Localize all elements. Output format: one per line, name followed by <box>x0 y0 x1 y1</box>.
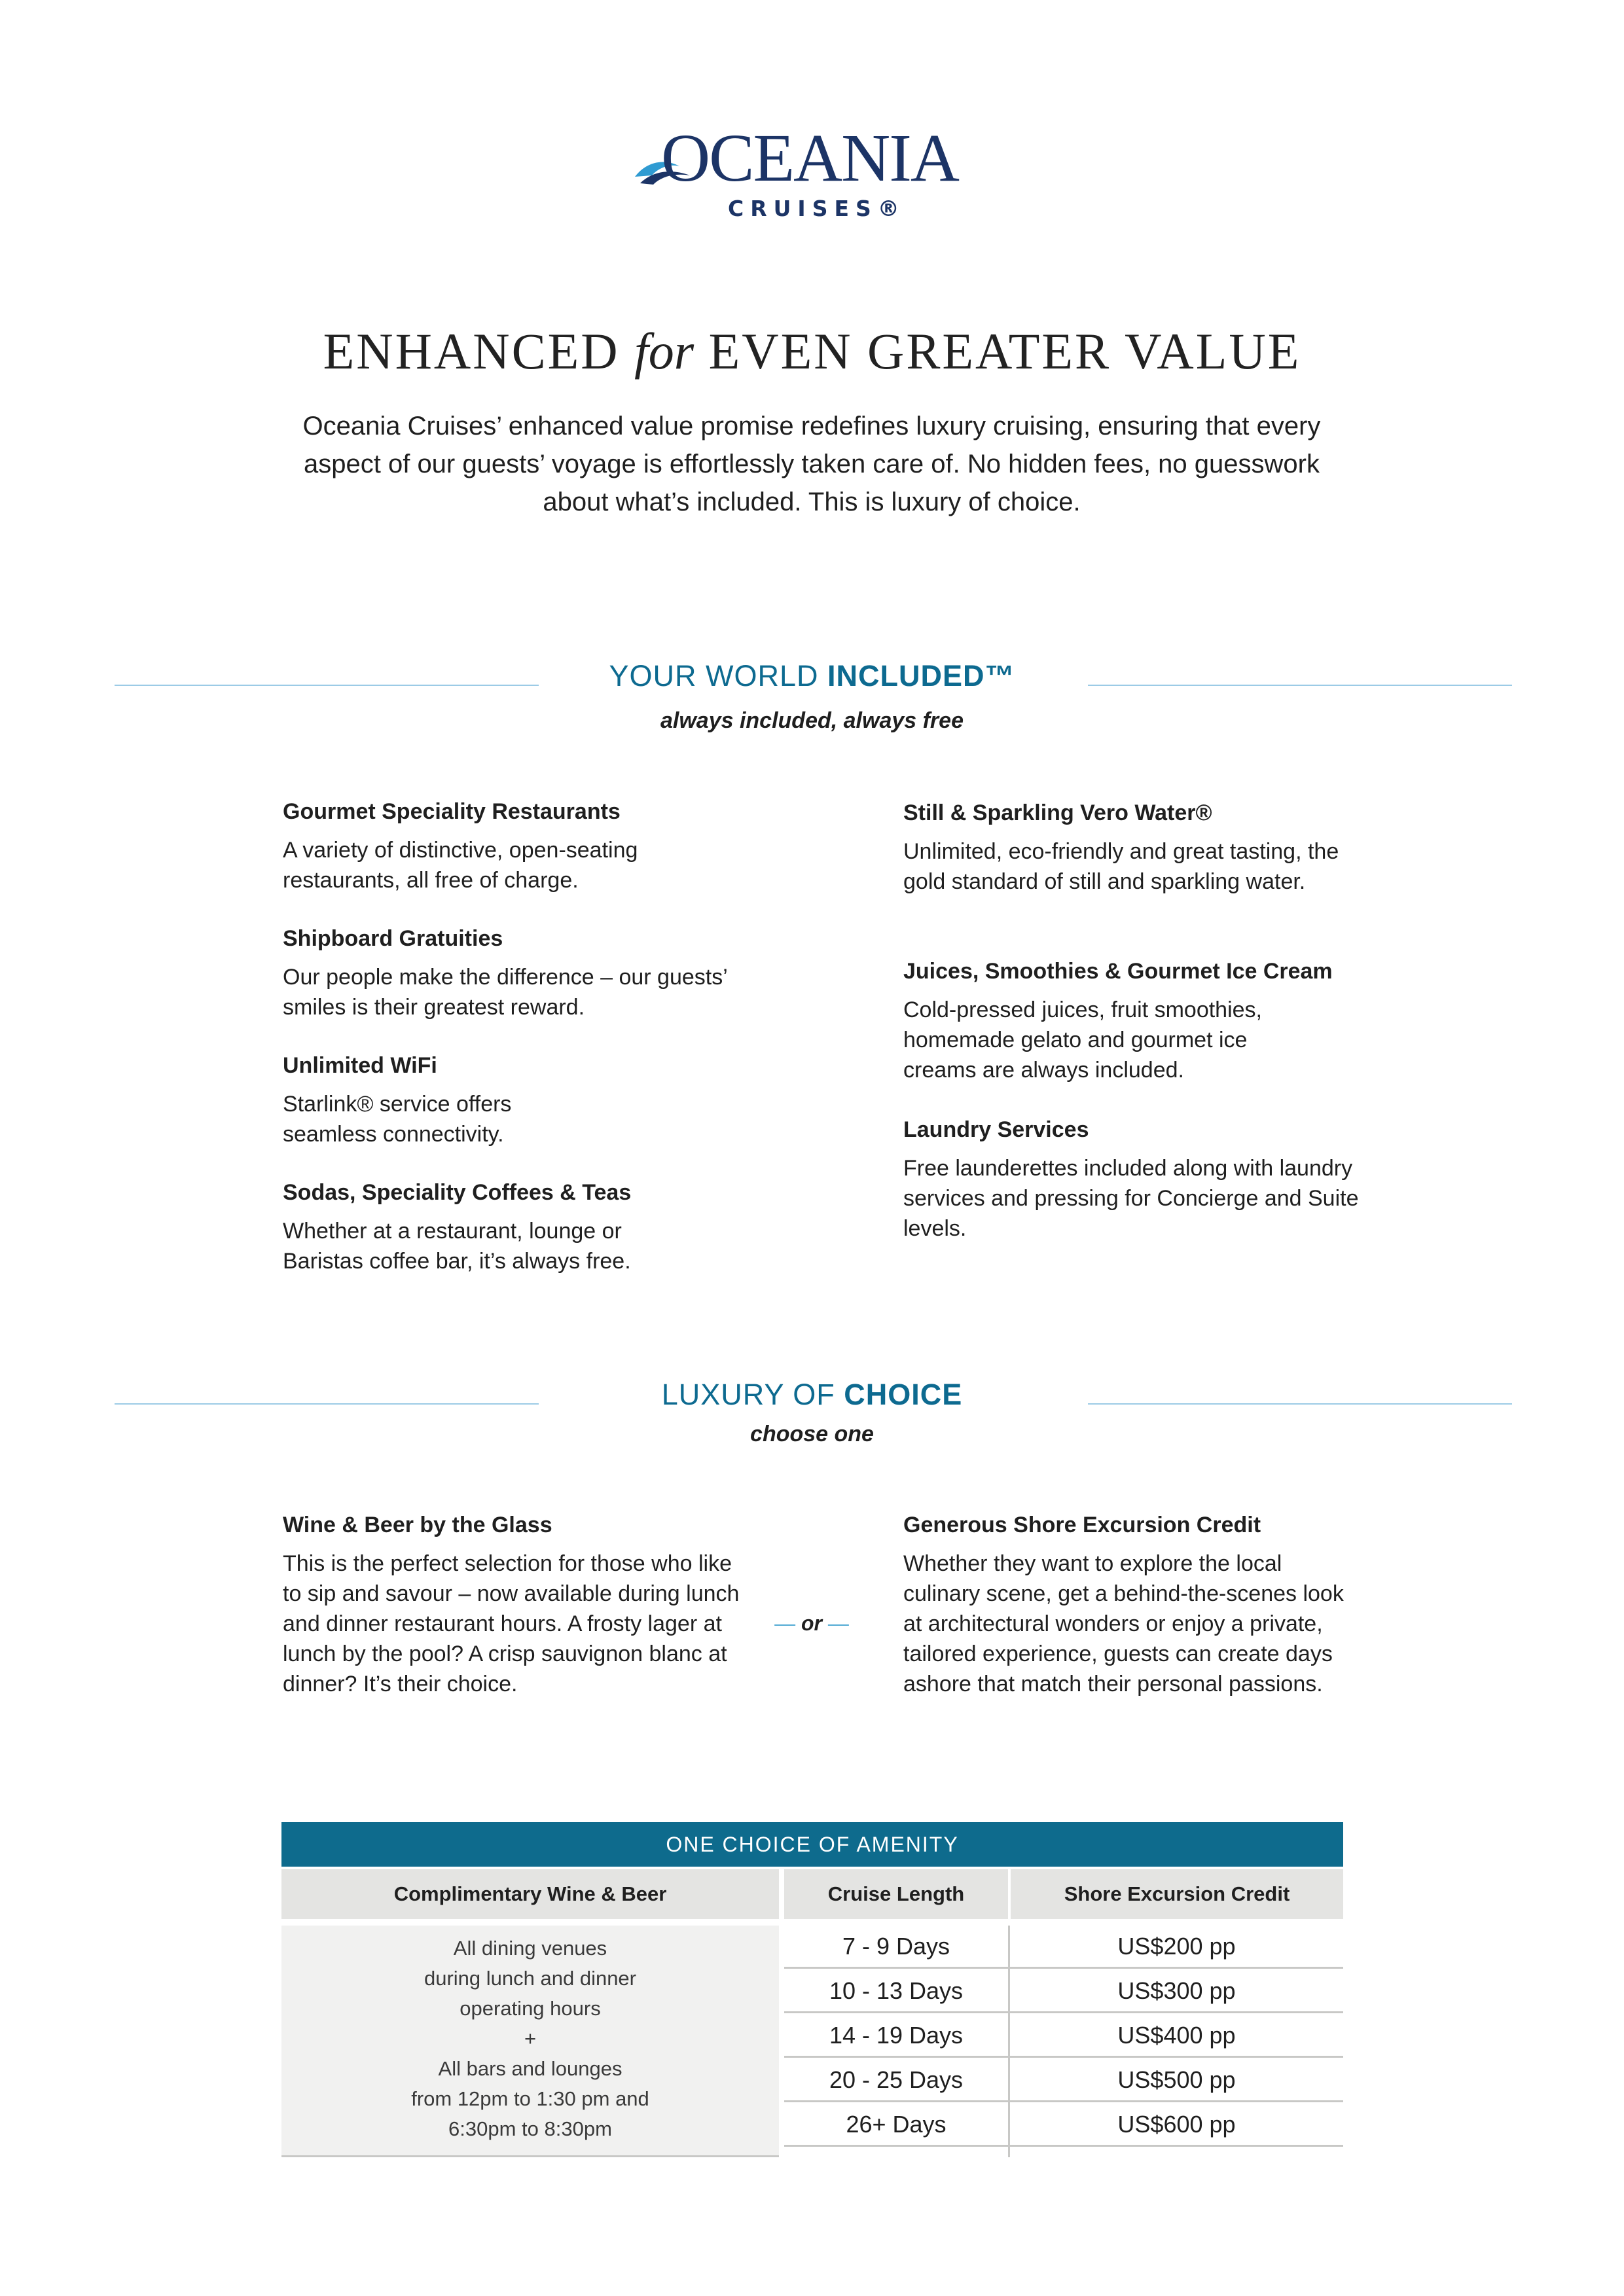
page-title <box>0 323 1624 380</box>
table-row-credit: US$200 pp <box>1010 1926 1343 1969</box>
section-choice-title: LUXURY OF CHOICE <box>661 1378 963 1411</box>
title-part-1: ENHANCED <box>323 323 620 380</box>
or-separator: — or — <box>774 1611 849 1635</box>
feature-item: Shipboard Gratuities Our people make the difference – our guests’ smiles is their greatest reward. <box>283 926 727 1020</box>
feature-item: Juices, Smoothies & Gourmet Ice Cream Cold-pressed juices, fruit smoothies, homemade gelato and gourmet ice creams are always included. <box>903 959 1333 1083</box>
amenity-table-header: ONE CHOICE OF AMENITY <box>281 1822 1343 1867</box>
col-header-credit: Shore Excursion Credit <box>1011 1869 1343 1919</box>
section-choice-subtitle: choose one <box>750 1422 874 1446</box>
choice-wine: Wine & Beer by the Glass This is the perfect selection for those who like to sip and savour – now available during lunch and dinner restaurant hours. A frosty lager at lunch by the pool? A crisp sauvignon blanc at dinner? It’s their choice. <box>283 1513 740 1696</box>
section-included-subtitle: always included, always free <box>660 708 964 733</box>
section-included-title: YOUR WORLD INCLUDED™ <box>609 659 1015 692</box>
title-part-3: EVEN GREATER VALUE <box>708 323 1301 380</box>
table-row-credit: US$500 pp <box>1010 2059 1343 2102</box>
col-header-wine: Complimentary Wine & Beer <box>281 1869 779 1919</box>
table-row-length: 14 - 19 Days <box>784 2015 1008 2058</box>
title-part-2: for <box>634 323 695 380</box>
brand-sub: CRUISES® <box>728 196 906 221</box>
feature-item: Unlimited WiFi Starlink® service offers seamless connectivity. <box>283 1053 512 1147</box>
table-row-credit: US$400 pp <box>1010 2015 1343 2058</box>
wine-beer-details: All dining venues during lunch and dinner operating hours + All bars and lounges from 12pm to 1:30 pm and 6:30pm to 8:30pm <box>281 1926 779 2157</box>
intro-paragraph: Oceania Cruises’ enhanced value promise redefines luxury cruising, ensuring that every aspect of our guests’ voyage is effortlessly taken care of. No hidden fees, no guesswork about what’s included. This is luxury of choice. <box>302 412 1321 516</box>
table-row-length: 20 - 25 Days <box>784 2059 1008 2102</box>
choice-shore-credit: Generous Shore Excursion Credit Whether they want to explore the local culinary scene, get a behind-the-scenes look at architectural wonders or enjoy a private, tailored experience, guests can create days ashore that match their personal passions. <box>903 1513 1344 1696</box>
table-row-length: 10 - 13 Days <box>784 1970 1008 2013</box>
feature-item: Still & Sparkling Vero Water® Unlimited, eco-friendly and great tasting, the gold standard of still and sparkling water. <box>903 800 1339 894</box>
table-row-length: 26+ Days <box>784 2104 1008 2147</box>
col-header-length: Cruise Length <box>784 1869 1008 1919</box>
table-row-credit: US$300 pp <box>1010 1970 1343 2013</box>
table-row-credit: US$600 pp <box>1010 2104 1343 2147</box>
feature-item: Sodas, Speciality Coffees & Teas Whether at a restaurant, lounge or Baristas coffee bar, it’s always free. <box>283 1180 632 1274</box>
feature-item: Gourmet Speciality Restaurants A variety of distinctive, open-seating restaurants, all free of charge. <box>283 799 638 893</box>
table-row-length: 7 - 9 Days <box>784 1926 1008 1969</box>
feature-item: Laundry Services Free launderettes included along with laundry services and pressing for Concierge and Suite levels. <box>903 1117 1359 1241</box>
brand-name: OCEANIA <box>661 120 958 196</box>
